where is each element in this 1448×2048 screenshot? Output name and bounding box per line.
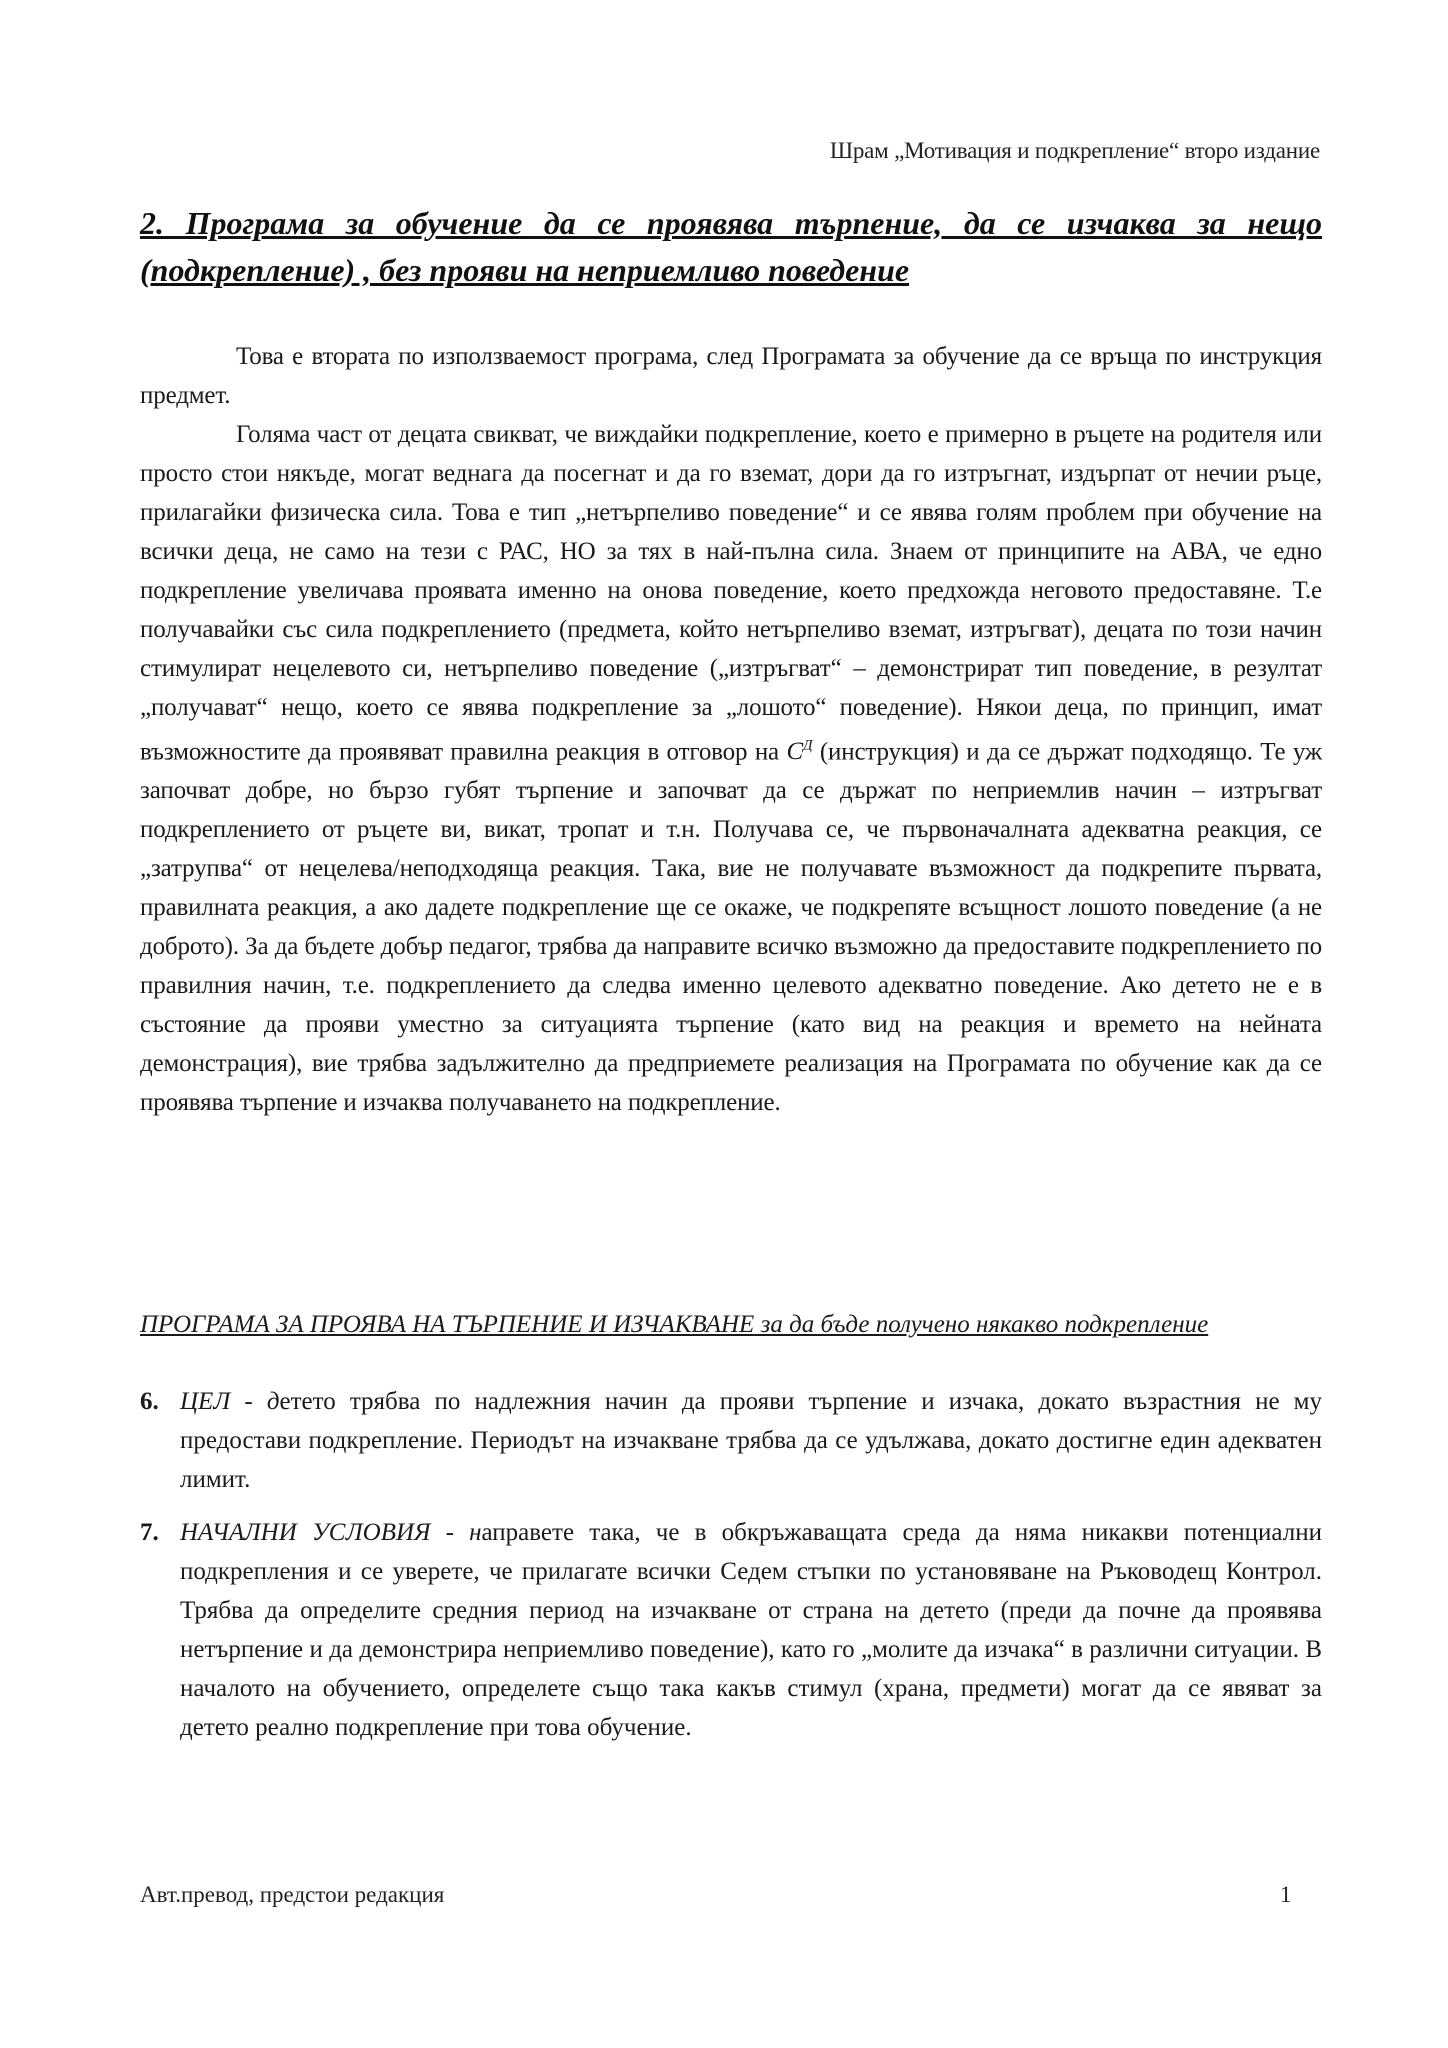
footer-note: Авт.превод, предстои редакция [140, 1882, 445, 1907]
section-heading [140, 1305, 1322, 1344]
running-header: Шрам „Мотивация и подкрепление“ второ издание [829, 138, 1320, 163]
title-line-2: (подкрепление) , без прояви на неприемливо поведение [140, 252, 910, 288]
paragraph-2 [140, 415, 1322, 1122]
sd-symbol [786, 738, 812, 765]
list-item [140, 1513, 1322, 1747]
paragraph-1: Това е втората по използваемост програма, след Програмата за обучение да се връща по инструкция предмет. [140, 343, 1322, 409]
paragraph-2-part-1: Голяма част от децата свикват, че виждайки подкрепление, което е примерно в ръцете на родителя или просто стои някъде, могат веднага да посегнат и да го вземат, дори да го изтръгнат, издърпат от нечии ръце, прилагайки физическа сила. Това е тип „нетърпеливо поведение“ и се явява голям проблем при обучение на всички деца, не само на тези с РАС, НО за тях в най-пълна сила. Знаем от принципите на АВА, че едно подкрепление увеличава проявата именно на онова поведение, което предхожда неговото предоставяне. Т.е получавайки със сила подкреплението (предмета, който нетърпеливо вземат, изтръгват), децата по този начин стимулират нецелевото си, нетърпеливо поведение („изтръгват“ – демонстрират тип поведение, в резултат „получават“ нещо, което се явява подкрепление за „лошото“ поведение). Някои деца, по принцип, имат възможностите да проявяват правилна реакция в отговор на [140, 421, 1322, 766]
list-item-lead: НАЧАЛНИ УСЛОВИЯ - н [180, 1519, 482, 1546]
list-item-text: аправете така, че в обкръжаващата среда да няма никакви потенциални подкрепления и се уверете, че прилагате всички Седем стъпки по установяване на Ръководещ Контрол. Трябва да определите средния период на изчакване от страна на детето (преди да почне да проявява нетърпение и да демонстрира неприемливо поведение), като го „молите да изчака“ в различни ситуации. В началото на обучението, определете също така какъв стимул (храна, предмети) могат да се явяват за детето реално подкрепление при това обучение. [180, 1519, 1322, 1741]
title-line-1: 2. Програма за обучение да се проявява търпение, да се изчаква за нещо [140, 205, 1322, 241]
list-item-number: 7. [140, 1519, 159, 1546]
sd-base: С [786, 738, 803, 766]
list-item-number: 6. [140, 1388, 159, 1415]
section-heading-caps: ПРОГРАМА ЗА ПРОЯВА НА ТЪРПЕНИЕ И ИЗЧАКВАНЕ [140, 1311, 755, 1338]
numbered-list [140, 1382, 1322, 1761]
page-title [140, 200, 1322, 294]
list-item [140, 1382, 1322, 1499]
list-item-lead: ЦЕЛ - д [180, 1388, 280, 1415]
sd-superscript: Д [802, 738, 813, 754]
paragraph-2-part-2: (инструкция) и да се държат подходящо. Те уж започват добре, но бързо губят търпение и започват да се държат по неприемлив начин – изтръгват подкреплението от ръцете ви, викат, тропат и т.н. Получава се, че първоначалната адекватна реакция, се „затрупва“ от нецелева/неподходяща реакция. Така, вие не получавате възможност да подкрепите първата, правилната реакция, а ако дадете подкрепление ще се окаже, че подкрепяте всъщност лошото поведение (а не доброто). За да бъдете добър педагог, трябва да направите всичко възможно да предоставите подкреплението по правилния начин, т.е. подкреплението да следва именно целевото адекватно поведение. Ако детето не е в състояние да прояви уместно за ситуацията търпение (като вид на реакция и времето на нейната демонстрация), вие трябва задължително да предприемете реализация на Програмата по обучение как да се проявява търпение и изчаква получаването на подкрепление. [140, 738, 1322, 1117]
page-number: 1 [1280, 1882, 1292, 1907]
list-item-text: етето трябва по надлежния начин да прояви търпение и изчака, докато възрастния не му предостави подкрепление. Периодът на изчакване трябва да се удължава, докато достигне един адекватен лимит. [180, 1388, 1322, 1493]
body-text [140, 337, 1322, 1122]
section-heading-rest: за да бъде получено някакво подкрепление [754, 1311, 1209, 1338]
